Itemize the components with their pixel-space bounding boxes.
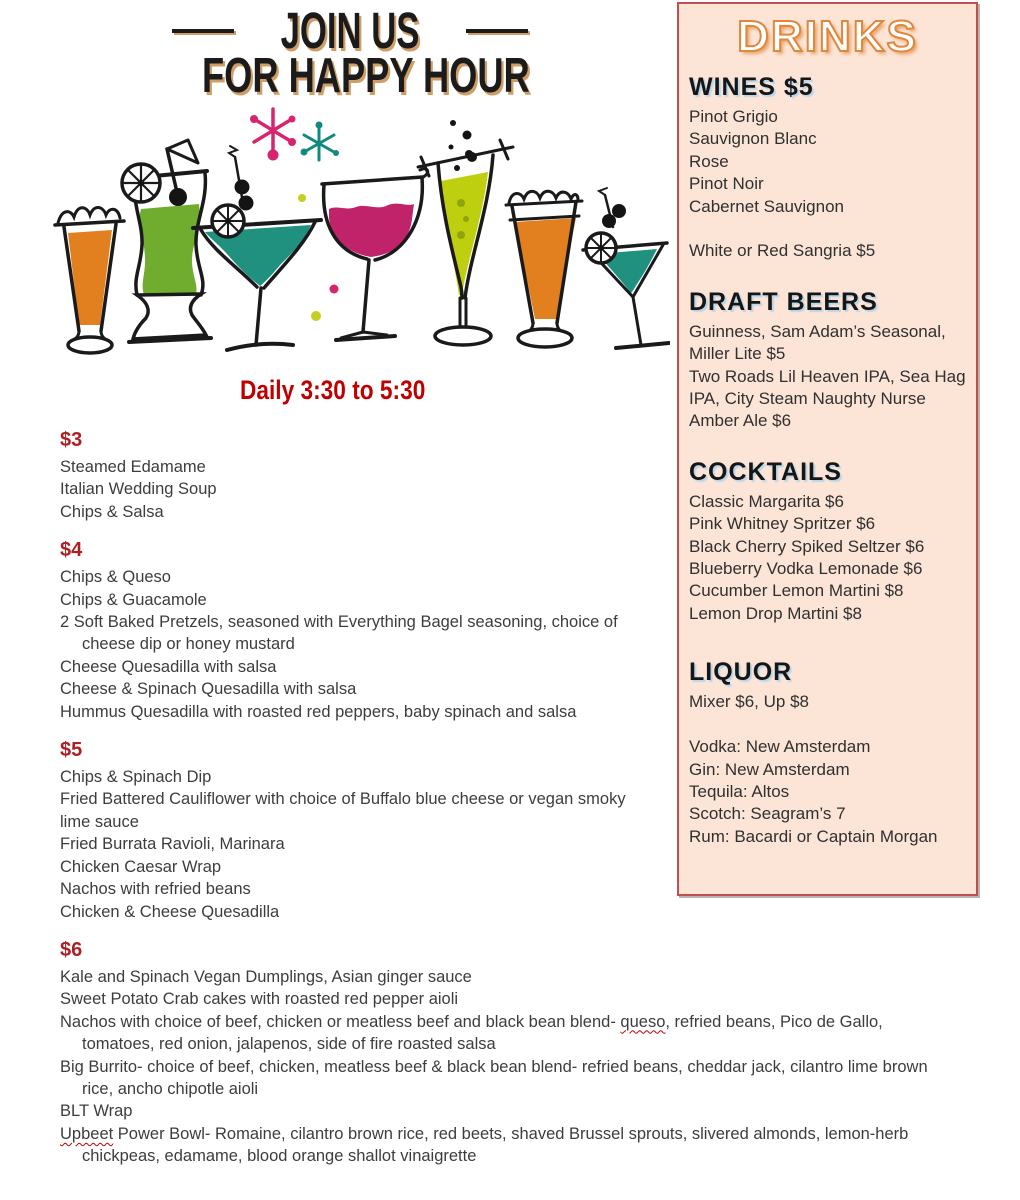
menu-line: Blueberry Vodka Lemonade $6: [689, 559, 923, 579]
menu-line: IPA, City Steam Naughty Nurse: [689, 389, 926, 409]
menu-line: Cheese Quesadilla with salsa: [60, 657, 277, 676]
menu-line: Cabernet Sauvignon: [689, 196, 845, 216]
menu-line: [689, 714, 966, 736]
menu-line: Upbeet Power Bowl- Romaine, cilantro brown rice, red beets, shaved Brussel sprouts, slivered almonds, lemon-herb: [60, 1124, 909, 1143]
drinks-section: [689, 457, 966, 625]
menu-line: Pinot Noir: [689, 174, 764, 194]
menu-line: Chips & Queso: [60, 568, 171, 587]
menu-line: BLT Wrap: [60, 1102, 133, 1121]
menu-line: Chicken Caesar Wrap: [60, 857, 222, 876]
price-label: $4: [60, 539, 83, 562]
drinks-section-header: LIQUOR: [689, 658, 793, 687]
drinks-section-header: DRAFT BEERS: [689, 287, 878, 316]
hurricane-glass-icon: [122, 140, 211, 342]
menu-line: Rum: Bacardi or Captain Morgan: [689, 826, 938, 846]
drinks-section: [689, 287, 966, 433]
menu-line: Amber Ale $6: [689, 411, 792, 431]
menu-line: Mixer $6, Up $8: [689, 692, 809, 712]
menu-line: Hummus Quesadilla with roasted red peppers, baby spinach and salsa: [60, 702, 577, 721]
cocktails-illustration: [45, 105, 670, 368]
menu-line: Tequila: Altos: [689, 781, 790, 801]
menu-line: Scotch: Seagram’s 7: [689, 804, 846, 824]
menu-line: Guinness, Sam Adam’s Seasonal,: [689, 321, 946, 341]
drinks-section-header: WINES $5: [689, 73, 814, 101]
title-join-us: JOIN US: [280, 2, 420, 59]
drinks-section: [689, 657, 966, 848]
menu-line: Pink Whitney Spritzer $6: [689, 514, 876, 534]
misspelled-word: Upbeet: [60, 1124, 114, 1143]
drinks-section-header: COCKTAILS: [689, 457, 842, 486]
menu-line: Steamed Edamame: [60, 458, 206, 476]
menu-line: rice, ancho chipotle aioli: [82, 1079, 259, 1098]
drinks-sections: [689, 72, 966, 848]
drink-lines: [689, 321, 966, 433]
menu-line: Sweet Potato Crab cakes with roasted red pepper aioli: [60, 990, 459, 1009]
menu-line: Two Roads Lil Heaven IPA, Sea Hag: [689, 366, 966, 386]
margarita-glass-icon: [193, 146, 321, 350]
food-price-section: [60, 938, 1010, 1168]
menu-line: Chips & Guacamole: [60, 590, 207, 609]
menu-line: Fried Burrata Ravioli, Marinara: [60, 835, 285, 854]
menu-line: Chicken & Cheese Quesadilla: [60, 902, 280, 921]
title-dash-right: [466, 29, 528, 33]
tall-beer-glass-icon: [506, 191, 582, 347]
drink-lines: [689, 691, 966, 848]
menu-line: Nachos with choice of beef, chicken or meatless beef and black bean blend- queso, refried beans, Pico de Gallo,: [60, 1012, 883, 1031]
drinks-section: [689, 72, 966, 263]
menu-line: Chips & Salsa: [60, 502, 164, 521]
menu-line: Sauvignon Blanc: [689, 129, 817, 149]
drink-lines: [689, 106, 966, 263]
menu-line: Gin: New Amsterdam: [689, 759, 850, 779]
menu-line: [689, 218, 966, 240]
menu-line: Cheese & Spinach Quesadilla with salsa: [60, 680, 357, 699]
menu-line: chickpeas, edamame, blood orange shallot vinaigrette: [82, 1147, 477, 1166]
menu-line: 2 Soft Baked Pretzels, seasoned with Everything Bagel seasoning, choice of: [60, 613, 618, 632]
menu-line: Miller Lite $5: [689, 344, 786, 364]
menu-line: Big Burrito- choice of beef, chicken, meatless beef & black bean blend- refried beans, cheddar jack, cilantro lime brown: [60, 1057, 928, 1076]
drinks-panel: [677, 2, 978, 896]
misspelled-word: queso: [620, 1012, 666, 1031]
champagne-flute-icon: [418, 120, 513, 345]
menu-line: White or Red Sangria $5: [689, 241, 876, 261]
drink-lines: [689, 491, 966, 625]
beer-glass-icon: [55, 207, 124, 353]
price-label: $5: [60, 739, 83, 762]
menu-line: Kale and Spinach Vegan Dumplings, Asian ginger sauce: [60, 967, 472, 986]
menu-line: Pinot Grigio: [689, 107, 778, 126]
menu-line: Fried Battered Cauliflower with choice of Buffalo blue cheese or vegan smoky: [60, 790, 626, 809]
menu-line: tomatoes, red onion, jalapenos, side of fire roasted salsa: [82, 1035, 496, 1054]
menu-line: Chips & Spinach Dip: [60, 768, 212, 787]
title-dash-left: [172, 29, 234, 33]
drinks-panel-title: DRINKS: [737, 12, 918, 61]
price-label: $3: [60, 429, 83, 451]
menu-line: Italian Wedding Soup: [60, 480, 217, 499]
martini-glass-icon: [583, 188, 669, 348]
pink-starburst-icon: [250, 109, 296, 161]
menu-line: Lemon Drop Martini $8: [689, 603, 862, 623]
menu-line: Rose: [689, 151, 729, 171]
menu-line: Vodka: New Amsterdam: [689, 737, 871, 757]
menu-line: Nachos with refried beans: [60, 880, 251, 899]
menu-line: cheese dip or honey mustard: [82, 635, 295, 654]
page-title: [150, 2, 550, 103]
title-for-happy-hour: FOR HAPPY HOUR: [202, 49, 530, 103]
menu-line: Cucumber Lemon Martini $8: [689, 581, 904, 601]
schedule-text: Daily 3:30 to 5:30: [240, 375, 426, 405]
wine-glass-icon: [322, 169, 428, 340]
menu-line: lime sauce: [60, 812, 139, 831]
menu-line: Classic Margarita $6: [689, 491, 844, 511]
teal-starburst-icon: [301, 122, 340, 161]
menu-line: Black Cherry Spiked Seltzer $6: [689, 536, 925, 556]
price-label: $6: [60, 938, 83, 961]
food-lines: [60, 966, 1010, 1168]
